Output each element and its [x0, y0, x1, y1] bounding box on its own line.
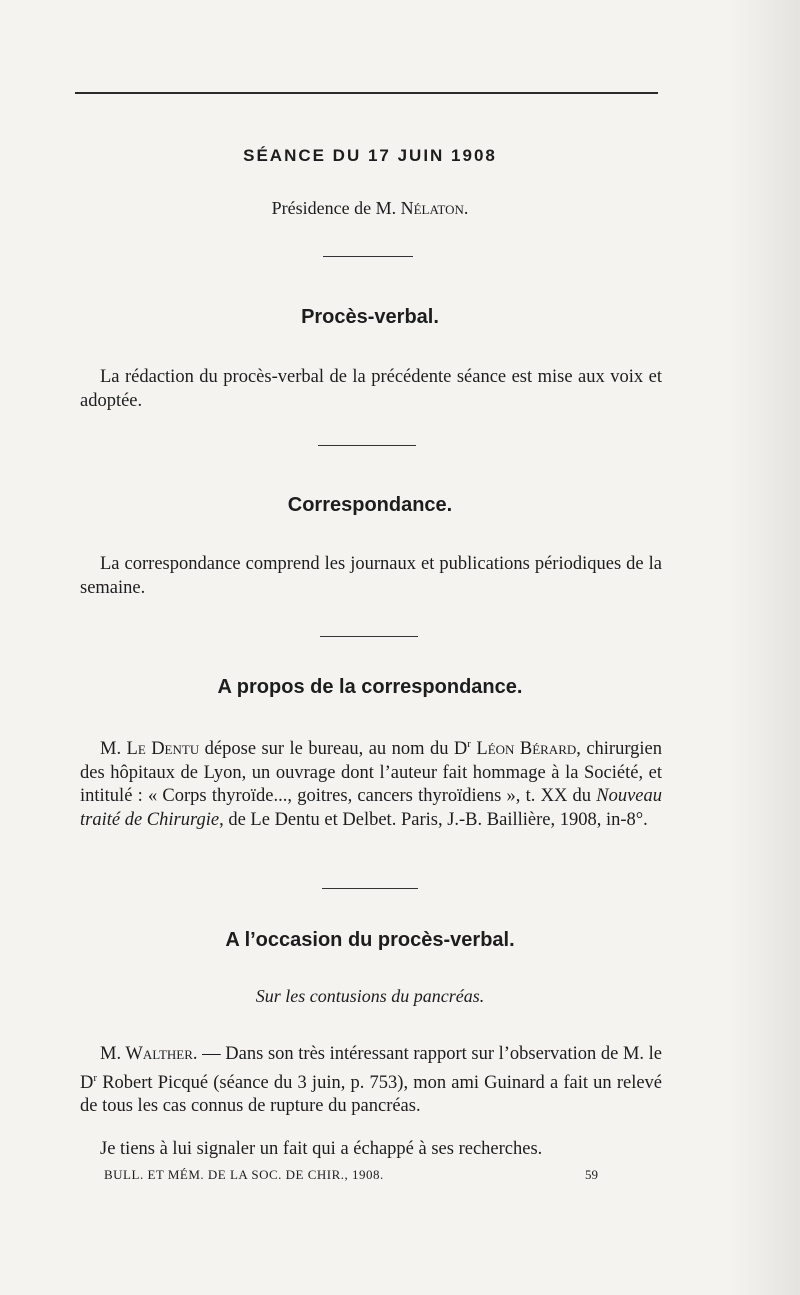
president-name: Nélaton.	[400, 198, 469, 218]
occasion-subtitle: Sur les contusions du pancréas.	[255, 986, 485, 1006]
occasion-heading: A l’occasion du procès-verbal.	[225, 929, 515, 951]
presidence-prefix: Présidence de M.	[271, 198, 397, 218]
text-segment: dépose sur le bureau, au nom du D	[204, 739, 468, 760]
section-divider	[322, 888, 418, 889]
text-segment: , de Le Dentu et Delbet. Paris, J.-B. Baillière, 1908, in-8°.	[219, 809, 648, 830]
section-divider	[323, 256, 413, 257]
scan-edge-shade	[730, 0, 800, 1295]
speaker-walther: M. Walther.	[100, 1044, 198, 1064]
proces-verbal-paragraph: La rédaction du procès-verbal de la précédente séance est mise aux voix et adoptée.	[80, 367, 662, 411]
text-segment: — Dans son très intéressant rapport sur l’observation de M. le D	[80, 1044, 663, 1093]
text-segment: , chirurgien des hôpitaux de Lyon, un ouvrage dont l’auteur fait hommage à la Société, et intitulé : « Corps thyroïde..., goitres, cancers thyroïdiens », t. XX du	[80, 739, 663, 807]
proces-verbal-heading: Procès-verbal.	[301, 306, 439, 328]
correspondance-paragraph: La correspondance comprend les journaux et publications périodiques de la semaine.	[80, 554, 662, 598]
section-divider	[320, 636, 418, 637]
dr-superscript: r	[93, 1071, 98, 1084]
top-rule	[75, 92, 658, 94]
section-divider	[318, 445, 416, 446]
le-dentu-paragraph	[80, 733, 662, 832]
speaker-le-dentu: M. Le Dentu	[100, 739, 200, 760]
presidence-line	[0, 198, 740, 219]
session-title: SÉANCE DU 17 JUIN 1908	[243, 146, 497, 165]
text-segment: Robert Picqué (séance du 3 juin, p. 753), mon ami Guinard a fait un relevé de tous les cas connus de rupture du pancréas.	[80, 1072, 663, 1117]
a-propos-heading: A propos de la correspondance.	[217, 676, 523, 698]
walther-paragraph	[80, 1043, 662, 1119]
book-title: Nouveau traité de Chirurgie	[80, 786, 663, 830]
journal-reference: BULL. ET MÉM. DE LA SOC. DE CHIR., 1908.	[104, 1167, 384, 1182]
author-leon-berard: Léon Bérard	[476, 739, 577, 760]
dr-superscript: r	[467, 738, 471, 750]
walther-paragraph-2: Je tiens à lui signaler un fait qui a échappé à ses recherches.	[100, 1139, 543, 1159]
correspondance-heading: Correspondance.	[287, 494, 453, 516]
page-number: 59	[585, 1167, 598, 1182]
